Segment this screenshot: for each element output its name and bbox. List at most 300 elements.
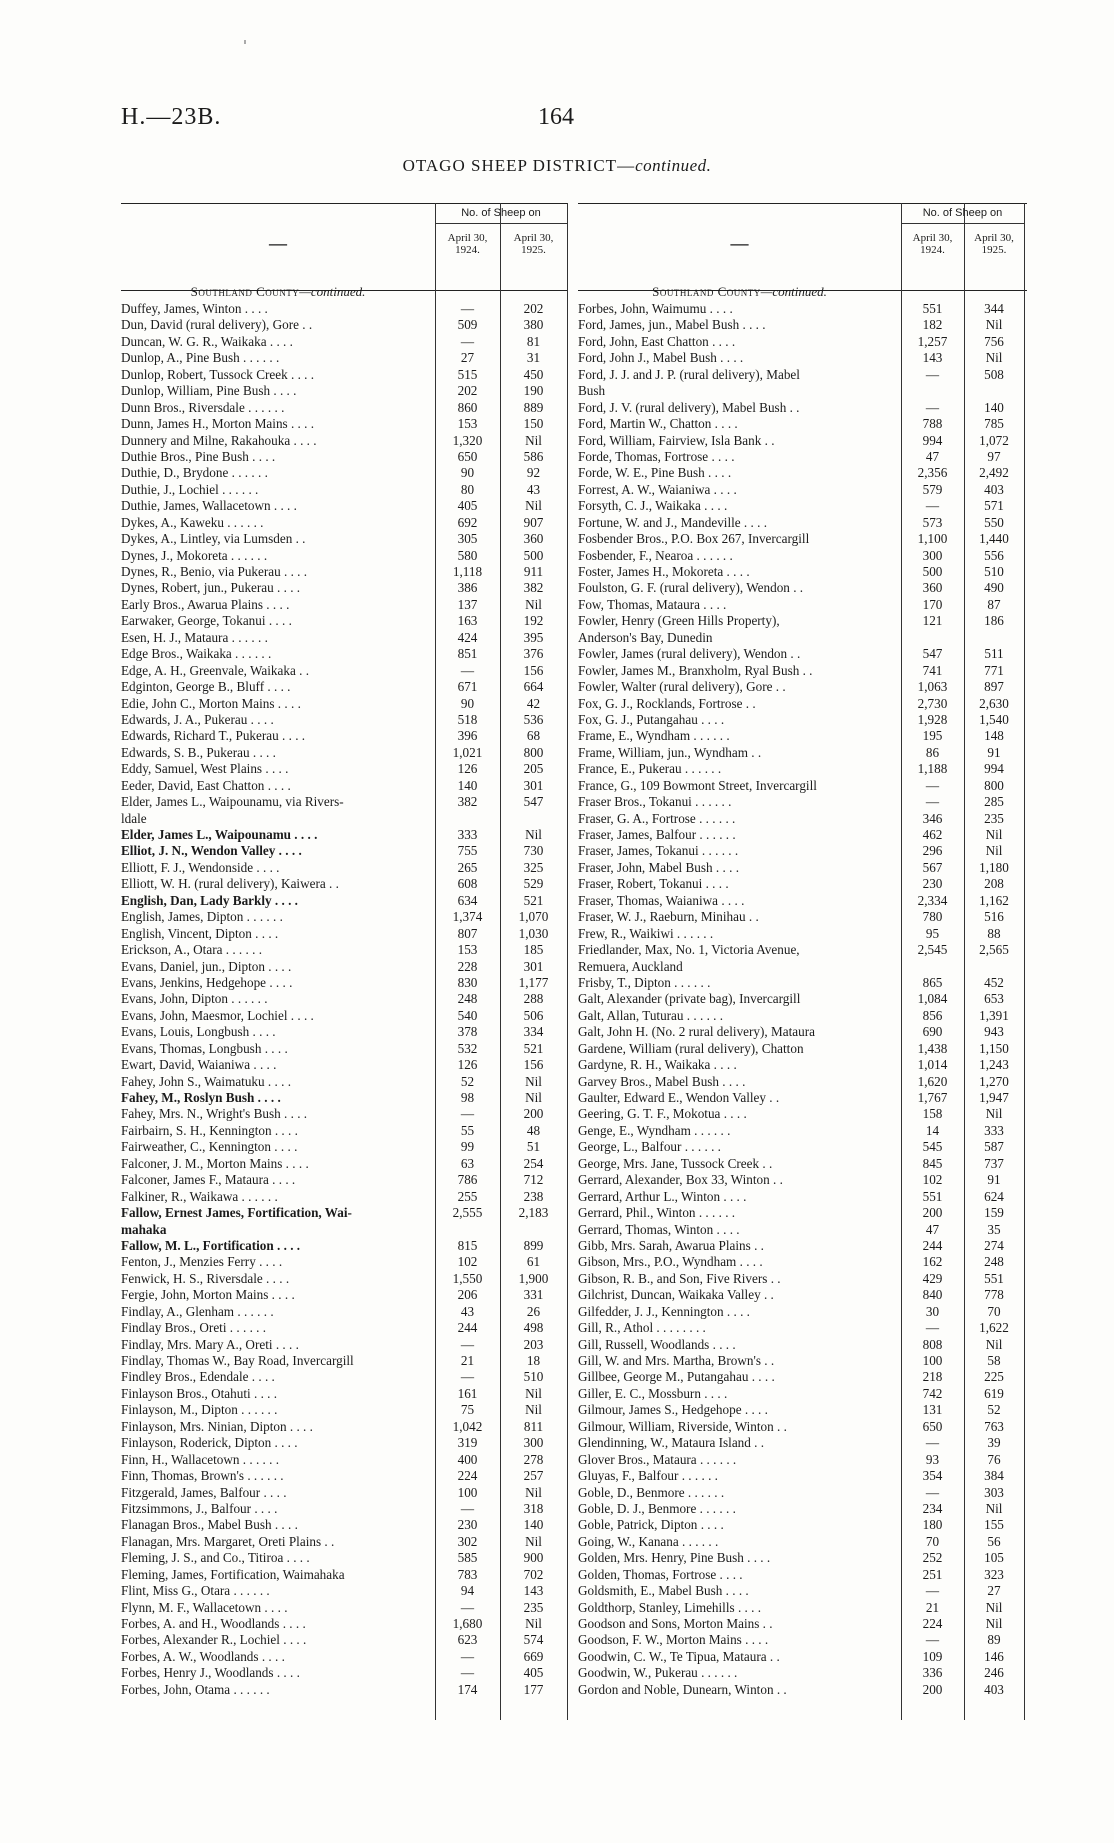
sheep-1924: 153 (457, 942, 478, 958)
sheep-1924: 840 (922, 1287, 943, 1303)
sheep-1925: 907 (523, 514, 544, 530)
owner-name: Dunnery and Milne, Rakahouka . . . . (121, 432, 317, 448)
sheep-1925: 43 (526, 481, 541, 497)
table-row (578, 1567, 1027, 1583)
sheep-1924: 224 (922, 1616, 943, 1631)
sheep-1925: 27 (987, 1583, 1001, 1599)
name-column-header: — (730, 233, 749, 253)
sheep-1925: 26 (526, 1303, 541, 1319)
table-row (121, 449, 568, 465)
sheep-1924: 248 (457, 991, 478, 1007)
table-row (121, 1254, 568, 1270)
owner-name: Ewart, David, Waianiwa . . . . (121, 1057, 277, 1073)
sheep-1924: 354 (922, 1468, 943, 1484)
sheep-1925: 889 (523, 399, 544, 415)
sheep-1925: 225 (984, 1369, 1004, 1385)
owner-name: Falkiner, R., Waikawa . . . . . . (121, 1188, 278, 1204)
left-table (121, 203, 568, 1720)
sheep-1924: 300 (922, 547, 943, 563)
table-row (121, 334, 568, 350)
sheep-1925: 586 (523, 448, 544, 464)
table-row (121, 696, 568, 712)
sheep-1924: 174 (457, 1681, 478, 1697)
sheep-1925: 278 (523, 1451, 544, 1467)
name-column-header: — (269, 233, 287, 253)
table-row (578, 433, 1027, 449)
section-heading (578, 284, 901, 300)
sheep-1925: Nil (525, 1484, 542, 1500)
sheep-1924: 86 (925, 744, 940, 760)
sheep-1925: 500 (523, 547, 544, 563)
owner-name: Gibb, Mrs. Sarah, Awarua Plains . . (578, 1237, 764, 1253)
sheep-1925: Nil (525, 1073, 542, 1089)
sheep-1925: 56 (987, 1533, 1001, 1549)
owner-name: Ford, John J., Mabel Bush . . . . (578, 350, 744, 366)
owner-name: Fox, G. J., Rocklands, Fortrose . . (578, 695, 756, 711)
table-row (578, 975, 1027, 991)
owner-name: Golden, Thomas, Fortrose . . . . (578, 1566, 743, 1582)
sheep-1924: — (925, 1583, 940, 1599)
sheep-1925: 897 (984, 679, 1004, 695)
table-row (578, 531, 1027, 547)
sheep-count-group-header: No. of Sheep on (461, 207, 541, 219)
table-row (121, 482, 568, 498)
table-row (578, 1287, 1027, 1303)
owner-name: Fowler, James (rural delivery), Wendon . . (578, 646, 801, 662)
owner-name: Ford, Martin W., Chatton . . . . (578, 416, 738, 432)
owner-name: Dynes, Robert, jun., Pukerau . . . . (121, 580, 301, 596)
table-row (121, 433, 568, 449)
sheep-1924: 788 (922, 416, 943, 432)
sheep-1925: 2,183 (518, 1205, 549, 1221)
sheep-1924: 63 (460, 1155, 475, 1171)
document-code: H.—23B. (121, 104, 222, 130)
sheep-1925: 1,180 (979, 859, 1009, 875)
table-row (578, 449, 1027, 465)
owner-name: Gerrard, Thomas, Winton . . . . (578, 1221, 740, 1237)
sheep-1924: 2,730 (917, 695, 948, 711)
owner-name: Goldsmith, E., Mabel Bush . . . . (578, 1583, 749, 1599)
sheep-1925: 81 (526, 333, 541, 349)
owner-name: Evans, Louis, Longbush . . . . (121, 1024, 276, 1040)
owner-name: Giller, E. C., Mossburn . . . . (578, 1385, 728, 1401)
owner-name: Evans, John, Dipton . . . . . . (121, 991, 268, 1007)
sheep-1925: 97 (987, 448, 1001, 464)
owner-name: Finn, H., Wallacetown . . . . . . (121, 1451, 280, 1467)
sheep-1924: 163 (457, 613, 478, 629)
sheep-1924: 1,084 (917, 991, 948, 1007)
table-row (578, 646, 1027, 662)
table-row (121, 350, 568, 366)
table-row (121, 1419, 568, 1435)
sheep-1925: 550 (984, 514, 1004, 530)
owner-name: Flint, Miss G., Otara . . . . . . (121, 1583, 270, 1599)
table-row (578, 1632, 1027, 1648)
table-row (121, 630, 568, 646)
sheep-1925: 205 (523, 761, 544, 777)
sheep-1924: 551 (922, 1188, 943, 1204)
sheep-1924: 2,356 (917, 465, 948, 481)
table-row (121, 827, 568, 843)
sheep-1925: 91 (987, 1172, 1001, 1188)
table-row (121, 942, 568, 958)
sheep-1924: — (460, 1369, 475, 1385)
table-row (121, 1534, 568, 1550)
owner-name: Edwards, S. B., Pukerau . . . . (121, 744, 276, 760)
sheep-1925: Nil (525, 596, 542, 612)
sheep-1924: 807 (457, 925, 478, 941)
sheep-1924: 360 (922, 580, 943, 596)
table-row (121, 876, 568, 892)
section-suffix: —continued. (760, 284, 827, 299)
table-row (578, 909, 1027, 925)
table-row (121, 1337, 568, 1353)
sheep-1924: 783 (457, 1566, 478, 1582)
sheep-1925: 177 (523, 1681, 544, 1697)
sheep-1924: 218 (922, 1369, 943, 1385)
sheep-1925: 35 (987, 1221, 1001, 1237)
table-row (578, 383, 1027, 399)
owner-name: Goble, D. J., Benmore . . . . . . (578, 1500, 736, 1516)
owner-name: France, E., Pukerau . . . . . . (578, 761, 722, 777)
owner-name: Fenwick, H. S., Riversdale . . . . (121, 1270, 290, 1286)
sheep-1924: 333 (457, 827, 478, 842)
owner-name: Flynn, M. F., Wallacetown . . . . (121, 1599, 288, 1615)
sheep-1925: 1,900 (518, 1270, 549, 1286)
sheep-1925: 571 (984, 498, 1004, 514)
sheep-1925: 190 (523, 383, 544, 399)
sheep-1924: 206 (457, 1287, 478, 1303)
owner-name: Anderson's Bay, Dunedin (578, 629, 713, 645)
section-name: Southland County (190, 284, 300, 299)
sheep-1924: 180 (922, 1517, 943, 1533)
sheep-1924: 780 (922, 909, 943, 925)
table-row (578, 926, 1027, 942)
sheep-1924: 1,550 (452, 1270, 483, 1286)
table-row (578, 1172, 1027, 1188)
owner-name: Flanagan Bros., Mabel Bush . . . . (121, 1517, 298, 1533)
owner-name: Forbes, John, Waimumu . . . . (578, 301, 733, 316)
owner-name: Esen, H. J., Mataura . . . . . . (121, 629, 268, 645)
sheep-1924: — (460, 662, 475, 678)
sheep-1925: Nil (985, 350, 1003, 366)
sheep-1925: Nil (525, 1090, 542, 1105)
table-row (121, 778, 568, 794)
sheep-1924: 99 (460, 1139, 475, 1155)
owner-name: Edge Bros., Waikaka . . . . . . (121, 646, 272, 662)
sheep-1924: 1,042 (452, 1418, 483, 1434)
sheep-1924: 140 (457, 777, 478, 793)
section-name: Southland County (652, 284, 761, 299)
sheep-1925: 403 (984, 1681, 1004, 1697)
sheep-1925: 70 (987, 1303, 1001, 1319)
sheep-1925: 89 (987, 1632, 1001, 1648)
sheep-1924: 378 (457, 1024, 478, 1040)
owner-name: Gilfedder, J. J., Kennington . . . . (578, 1303, 750, 1319)
sheep-1924: 153 (457, 416, 478, 432)
sheep-1925: 737 (984, 1155, 1004, 1171)
owner-name: Gardyne, R. H., Waikaka . . . . (578, 1057, 737, 1073)
owner-name: Ford, J. J. and J. P. (rural delivery), Mabel (578, 366, 800, 382)
owner-name: Findlay, A., Glenham . . . . . . (121, 1303, 274, 1319)
owner-name: Foulston, G. F. (rural delivery), Wendon . . (578, 580, 804, 596)
sheep-1925: 18 (526, 1353, 541, 1368)
owner-name: Dunlop, William, Pine Bush . . . . (121, 383, 297, 399)
sheep-1925: Nil (525, 1385, 542, 1401)
sheep-1924: 567 (922, 859, 943, 875)
sheep-1924: 244 (922, 1237, 943, 1253)
sheep-1925: 450 (523, 366, 544, 382)
table-row (578, 1583, 1027, 1599)
sheep-1925: 943 (984, 1024, 1004, 1040)
sheep-1924: 251 (922, 1566, 943, 1582)
owner-name: Fraser, Thomas, Waianiwa . . . . (578, 892, 745, 908)
right-table (578, 203, 1027, 1720)
sheep-1925: 238 (523, 1188, 544, 1204)
owner-name: Fitzsimmons, J., Balfour . . . . (121, 1500, 278, 1516)
sheep-1924: 55 (460, 1122, 475, 1138)
table-row (121, 1106, 568, 1122)
sheep-1924: 830 (457, 974, 478, 990)
sheep-1925: 771 (984, 662, 1004, 678)
owner-name: Duthie, James, Wallacetown . . . . (121, 498, 297, 514)
sheep-1925: 202 (523, 301, 544, 316)
owner-name: Fairbairn, S. H., Kennington . . . . (121, 1122, 298, 1138)
sheep-1925: 1,072 (979, 432, 1009, 448)
owner-name: Finn, Thomas, Brown's . . . . . . (121, 1468, 284, 1484)
sheep-1925: 756 (984, 333, 1004, 349)
owner-name: Edge, A. H., Greenvale, Waikaka . . (121, 662, 310, 678)
sheep-1925: 288 (523, 991, 544, 1007)
owner-name: Gilmour, James S., Hedgehope . . . . (578, 1402, 768, 1418)
sheep-1925: 619 (984, 1385, 1004, 1401)
owner-name: Elliot, J. N., Wendon Valley . . . . (121, 843, 302, 859)
sheep-1924: 741 (922, 662, 943, 678)
table-row (121, 1386, 568, 1402)
sheep-1925: Nil (985, 1106, 1003, 1122)
table-row (121, 991, 568, 1007)
table-row (578, 1649, 1027, 1665)
sheep-1925: 331 (523, 1287, 544, 1303)
sheep-1924: 1,320 (452, 432, 483, 448)
table-row (578, 1041, 1027, 1057)
owner-name: Gluyas, F., Balfour . . . . . . (578, 1468, 718, 1484)
table-row (578, 794, 1027, 810)
table-row (578, 843, 1027, 859)
sheep-1924: — (925, 1484, 940, 1500)
column-header-1924: April 30, 1924. (912, 232, 953, 256)
owner-name: Gilmour, William, Riverside, Winton . . (578, 1418, 787, 1434)
sheep-1924: 94 (460, 1583, 475, 1599)
sheep-1925: 900 (523, 1550, 544, 1566)
table-row (578, 301, 1027, 317)
sheep-1924: 808 (922, 1336, 943, 1352)
owner-name: George, L., Balfour . . . . . . (578, 1139, 721, 1155)
sheep-1925: 51 (526, 1139, 541, 1155)
owner-name: Dun, David (rural delivery), Gore . . (121, 317, 313, 333)
sheep-1925: 143 (523, 1583, 544, 1599)
table-row (578, 564, 1027, 580)
table-row (121, 860, 568, 876)
sheep-1925: 344 (984, 301, 1004, 316)
owner-name: Going, W., Kanana . . . . . . (578, 1533, 719, 1549)
sheep-1925: 140 (984, 399, 1004, 415)
table-row (578, 367, 1027, 383)
owner-name: Evans, John, Maesmor, Lochiel . . . . (121, 1007, 314, 1023)
table-row (578, 515, 1027, 531)
table-row (578, 1123, 1027, 1139)
owner-name: Fowler, Walter (rural delivery), Gore . . (578, 679, 786, 695)
table-row (121, 1517, 568, 1533)
table-row (121, 1501, 568, 1517)
table-row (578, 761, 1027, 777)
table-row (578, 1139, 1027, 1155)
table-row (121, 728, 568, 744)
sheep-1924: — (460, 1648, 475, 1664)
sheep-1924: 865 (922, 974, 943, 990)
owner-name: Frame, E., Wyndham . . . . . . (578, 728, 730, 744)
table-row (578, 1402, 1027, 1418)
owner-name: Fraser, W. J., Raeburn, Minihau . . (578, 909, 759, 925)
sheep-1925: 76 (987, 1451, 1001, 1467)
owner-name: Glendinning, W., Mataura Island . . (578, 1435, 765, 1451)
sheep-1924: 100 (457, 1484, 478, 1500)
page-title-suffix: continued. (635, 156, 712, 175)
table-row (578, 613, 1027, 629)
sheep-1925: 899 (523, 1237, 544, 1253)
group-header-rule (901, 223, 1024, 224)
sheep-1925: 490 (984, 580, 1004, 596)
table-row (121, 1189, 568, 1205)
table-row (121, 1616, 568, 1632)
table-row (121, 1238, 568, 1254)
sheep-1925: 702 (523, 1566, 544, 1582)
sheep-1924: 200 (922, 1681, 943, 1697)
sheep-1925: Nil (525, 432, 542, 448)
table-row (121, 745, 568, 761)
sheep-1924: 547 (922, 646, 943, 662)
owner-name: Fitzgerald, James, Balfour . . . . (121, 1484, 287, 1500)
owner-name: Fairweather, C., Kennington . . . . (121, 1139, 298, 1155)
sheep-1924: 158 (922, 1106, 943, 1122)
section-heading (121, 284, 435, 300)
owner-name: Dynes, J., Mokoreta . . . . . . (121, 547, 268, 563)
sheep-1924: — (460, 1106, 475, 1122)
table-row (578, 1024, 1027, 1040)
sheep-1925: 1,150 (979, 1040, 1009, 1056)
sheep-1924: 1,438 (917, 1040, 948, 1056)
sheep-1924: 109 (922, 1648, 943, 1664)
table-row (578, 1369, 1027, 1385)
owner-name: Galt, Allan, Tuturau . . . . . . (578, 1007, 724, 1023)
sheep-1924: 1,680 (452, 1616, 483, 1631)
sheep-1925: 498 (523, 1320, 544, 1336)
table-row (578, 893, 1027, 909)
table-row (578, 1386, 1027, 1402)
owner-name: Fleming, James, Fortification, Waimahaka (121, 1566, 345, 1582)
table-row (121, 909, 568, 925)
owner-name: Goble, D., Benmore . . . . . . (578, 1484, 725, 1500)
table-row (578, 1534, 1027, 1550)
sheep-1925: 547 (523, 794, 544, 810)
sheep-1925: 61 (526, 1254, 541, 1270)
sheep-1924: 860 (457, 399, 478, 415)
owner-name: Fahey, M., Roslyn Bush . . . . (121, 1090, 281, 1105)
table-row (578, 1008, 1027, 1024)
sheep-1925: 1,391 (979, 1007, 1009, 1023)
owner-name: Dunlop, A., Pine Bush . . . . . . (121, 350, 280, 366)
sheep-1924: 500 (922, 564, 943, 579)
sheep-1924: — (925, 1632, 940, 1648)
sheep-1924: 336 (922, 1665, 943, 1681)
sheep-1925: 653 (984, 991, 1004, 1007)
owner-name: Ford, James, jun., Mabel Bush . . . . (578, 317, 766, 333)
sheep-1924: 608 (457, 876, 478, 892)
column-header-1925: April 30, 1925. (513, 232, 554, 256)
table-row (121, 531, 568, 547)
owner-name: Golden, Mrs. Henry, Pine Bush . . . . (578, 1550, 771, 1566)
sheep-1925: 800 (984, 777, 1004, 793)
owner-name: Goodson, F. W., Morton Mains . . . . (578, 1632, 769, 1648)
sheep-1924: 80 (460, 481, 475, 497)
owner-name: France, G., 109 Bowmont Street, Invercargill (578, 777, 817, 793)
sheep-1924: 1,014 (917, 1057, 948, 1073)
sheep-1925: 285 (984, 794, 1004, 810)
table-row (121, 975, 568, 991)
sheep-1924: 126 (457, 1057, 478, 1073)
table-row (121, 317, 568, 333)
owner-name: English, Vincent, Dipton . . . . (121, 925, 279, 941)
sheep-1924: 755 (457, 843, 478, 859)
sheep-1925: 274 (984, 1237, 1004, 1253)
sheep-1924: — (460, 301, 475, 316)
sheep-1924: 509 (457, 317, 478, 333)
sheep-1925: 2,565 (979, 942, 1009, 958)
table-row (578, 1090, 1027, 1106)
sheep-1924: 405 (457, 498, 478, 514)
table-row (578, 400, 1027, 416)
owner-name: Remuera, Auckland (578, 958, 683, 974)
sheep-1924: 75 (460, 1402, 475, 1418)
sheep-1925: 730 (523, 843, 544, 859)
sheep-1924: — (925, 794, 940, 810)
sheep-1924: 90 (460, 465, 475, 481)
table-row (121, 1271, 568, 1287)
sheep-1925: 1,540 (979, 711, 1009, 727)
sheep-1924: 234 (922, 1500, 943, 1516)
sheep-1925: Nil (985, 843, 1003, 859)
sheep-1924: 98 (460, 1090, 475, 1105)
table-row (578, 350, 1027, 366)
owner-name: Fallow, M. L., Fortification . . . . (121, 1237, 301, 1253)
sheep-1924: 161 (457, 1385, 478, 1401)
sheep-1925: 587 (984, 1139, 1004, 1155)
table-row (121, 1320, 568, 1336)
table-row (578, 498, 1027, 514)
sheep-1925: 778 (984, 1287, 1004, 1303)
sheep-1924: 400 (457, 1451, 478, 1467)
sheep-1924: 70 (925, 1533, 940, 1549)
sheep-1925: 150 (523, 416, 544, 432)
owner-name: Flanagan, Mrs. Margaret, Oreti Plains . . (121, 1533, 335, 1549)
sheep-1925: 785 (984, 416, 1004, 432)
table-row (121, 1485, 568, 1501)
sheep-1925: 521 (523, 1040, 544, 1056)
sheep-1924: 170 (922, 596, 943, 612)
owner-name: Forde, Thomas, Fortrose . . . . (578, 448, 735, 464)
sheep-1925: 235 (523, 1599, 544, 1615)
table-row (578, 1304, 1027, 1320)
